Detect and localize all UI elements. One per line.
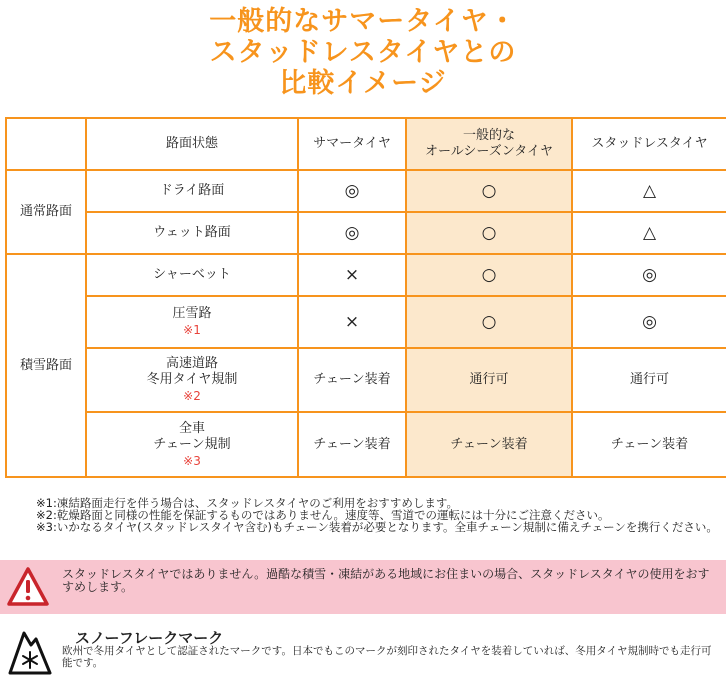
- title-line-2: スタッドレスタイヤとの: [209, 37, 517, 68]
- header-allseason-line1: 一般的な: [462, 128, 515, 143]
- warning-text: スタッドレスタイヤではありません。過酷な積雪・凍結がある地域にお住まいの場合、スタッドレスタイヤの使用をおすすめします。: [62, 567, 710, 594]
- header-blank-cell: [6, 118, 86, 170]
- warning-banner: [0, 560, 726, 615]
- chain-rule-studless-value: チェーン装着: [572, 412, 726, 477]
- dry-allseason-rating: ○: [406, 170, 572, 212]
- packed-snow-studless-rating: ◎: [572, 296, 726, 348]
- note-mark-3: ※3: [183, 453, 201, 468]
- road-all-vehicle-chain-rule: [86, 412, 298, 477]
- highway-label-line2: 冬用タイヤ規制: [146, 372, 238, 387]
- dry-studless-rating: △: [572, 170, 726, 212]
- packed-snow-label: 圧雪路: [172, 306, 212, 321]
- footnotes: [36, 497, 726, 533]
- footnote-1: ※1:凍結路面走行を伴う場合は、スタッドレスタイヤのご利用をおすすめします。: [36, 496, 458, 510]
- title-line-1: 一般的なサマータイヤ・: [209, 6, 517, 37]
- packed-snow-summer-rating: ×: [298, 296, 406, 348]
- road-packed-snow: [86, 296, 298, 348]
- table-row: [6, 348, 726, 412]
- sherbet-summer-rating: ×: [298, 254, 406, 296]
- snowflake-mark-description: 欧州で冬用タイヤとして認証されたマークです。日本でもこのマークが刻印されたタイヤを装着していれば、冬用タイヤ規制時でも走行可能です。: [62, 645, 712, 669]
- title-line-3: 比較イメージ: [279, 68, 447, 99]
- note-mark-1: ※1: [183, 323, 201, 337]
- table-row: [6, 212, 726, 254]
- group-normal-road: 通常路面: [6, 170, 86, 254]
- table-row: [6, 296, 726, 348]
- warning-triangle-icon: [6, 566, 50, 608]
- snowflake-mountain-icon: [7, 619, 53, 677]
- group-snow-road: 積雪路面: [6, 254, 86, 477]
- table-header-row: [6, 118, 726, 170]
- packed-snow-allseason-rating: ○: [406, 296, 572, 348]
- dry-summer-rating: ◎: [298, 170, 406, 212]
- road-wet: ウェット路面: [86, 212, 298, 254]
- road-sherbet: シャーベット: [86, 254, 298, 296]
- highway-allseason-value: 通行可: [406, 348, 572, 412]
- header-road-condition: 路面状態: [86, 118, 298, 170]
- table-row: [6, 254, 726, 296]
- table-row: [6, 170, 726, 212]
- wet-allseason-rating: ○: [406, 212, 572, 254]
- page-title: [0, 6, 726, 99]
- chain-rule-summer-value: チェーン装着: [298, 412, 406, 477]
- chain-rule-label-line1: 全車: [178, 420, 205, 436]
- chain-rule-label-line2: チェーン規制: [153, 436, 231, 452]
- road-dry: ドライ路面: [86, 170, 298, 212]
- header-allseason-line2: オールシーズンタイヤ: [425, 144, 553, 159]
- highway-label-line1: 高速道路: [165, 356, 218, 371]
- footnote-3: ※3:いかなるタイヤ(スタッドレスタイヤ含む)もチェーン装着が必要となります。全車チェーン規制に備えチェーンを携行ください。: [36, 520, 718, 534]
- sherbet-allseason-rating: ○: [406, 254, 572, 296]
- highway-summer-value: チェーン装着: [298, 348, 406, 412]
- table-row: [6, 412, 726, 477]
- header-allseason-tire: [406, 118, 572, 170]
- comparison-table: [5, 117, 726, 478]
- wet-studless-rating: △: [572, 212, 726, 254]
- sherbet-studless-rating: ◎: [572, 254, 726, 296]
- snowflake-mark-section: [0, 614, 726, 681]
- chain-rule-allseason-value: チェーン装着: [406, 412, 572, 477]
- snowflake-mark-title: スノーフレークマーク: [75, 629, 224, 647]
- header-summer-tire: サマータイヤ: [298, 118, 406, 170]
- road-highway-winter-rule: [86, 348, 298, 412]
- note-mark-2: ※2: [183, 389, 201, 403]
- highway-studless-value: 通行可: [572, 348, 726, 412]
- wet-summer-rating: ◎: [298, 212, 406, 254]
- footnote-2: ※2:乾燥路面と同様の性能を保証するものではありません。速度等、雪道での運転には十分にご注意ください。: [36, 508, 610, 522]
- header-studless-tire: スタッドレスタイヤ: [572, 118, 726, 170]
